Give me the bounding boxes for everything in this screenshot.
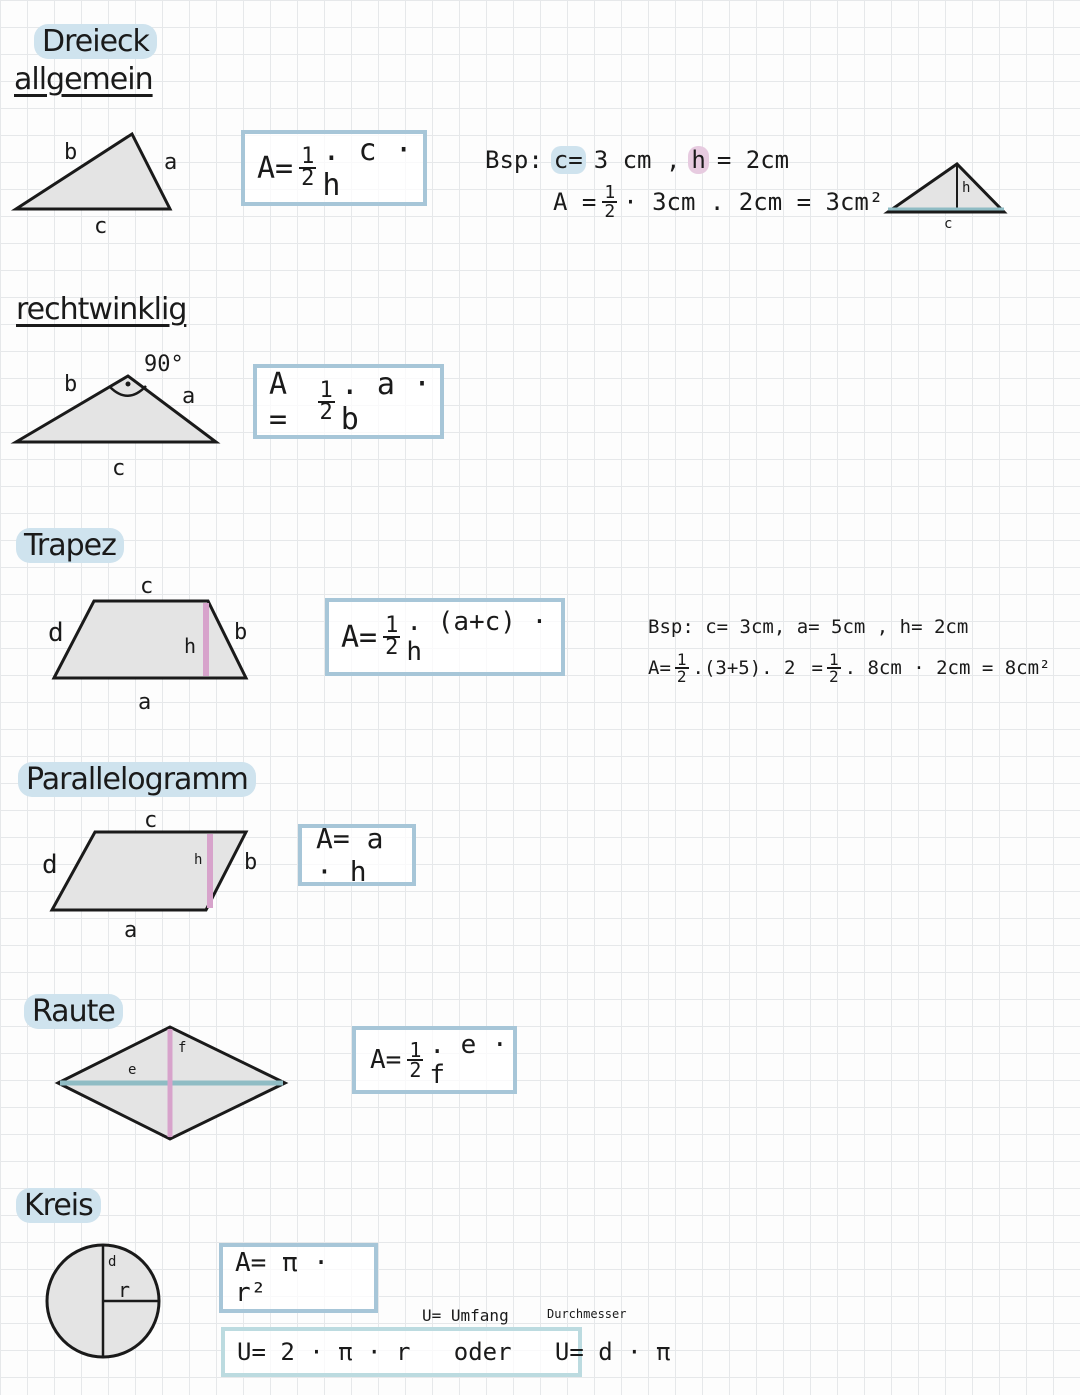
note-durchmesser: Durchmesser — [547, 1307, 627, 1321]
rechtwinklig-angle: 90° — [144, 352, 184, 377]
fraction-half — [675, 652, 689, 684]
fraction-numerator: 1 — [385, 613, 399, 638]
rechtwinklig-label-c: c — [112, 456, 126, 481]
fraction-half — [602, 184, 617, 220]
formula-box-trapez — [325, 598, 565, 676]
trapez-example-eq: = — [811, 657, 823, 679]
fraction-half — [383, 613, 400, 660]
fraction-numerator: 1 — [301, 144, 315, 169]
fraction-numerator: 1 — [828, 650, 839, 669]
formula-rhs: . (a+c) · h — [406, 607, 548, 667]
fraction-numerator: 1 — [676, 650, 687, 669]
parallelogramm-label-d: d — [42, 850, 58, 880]
trapez-example-lhs: A= — [648, 657, 671, 679]
raute-label-e: e — [128, 1062, 137, 1078]
fraction-half — [318, 377, 335, 425]
example-c: c= — [551, 146, 586, 174]
example-label: Bsp: — [485, 146, 543, 174]
example-triangle-shape — [888, 164, 1004, 212]
parallelogram-shape — [52, 832, 246, 910]
dreieck-example-line2 — [553, 184, 883, 220]
fraction-denominator: 2 — [319, 399, 333, 425]
formula-box-dreieck — [241, 130, 427, 206]
dreieck-label-a: a — [164, 150, 178, 175]
fraction-denominator: 2 — [385, 635, 399, 660]
right-angle-dot — [126, 382, 131, 387]
example-triangle-label-h: h — [962, 180, 971, 196]
fraction-numerator: 1 — [604, 182, 616, 203]
parallelogramm-label-b: b — [244, 850, 258, 875]
trapez-example-rhs: . 8cm · 2cm = 8cm² — [844, 657, 1051, 679]
trapez-label-b: b — [234, 620, 248, 645]
trapezoid-shape — [54, 601, 246, 678]
example-line2-rhs: · 3cm . 2cm = 3cm² — [623, 188, 884, 216]
kreis-label-r: r — [118, 1278, 131, 1302]
trapez-label-a: a — [138, 690, 152, 715]
formula-rhs: . a · b — [340, 366, 432, 437]
trapez-example-line1: Bsp: c= 3cm, a= 5cm , h= 2cm — [648, 616, 969, 638]
dreieck-example-line1 — [485, 146, 789, 174]
example-line2-lhs: A = — [553, 188, 597, 216]
fraction-half — [827, 652, 841, 684]
fraction-denominator: 2 — [604, 201, 616, 222]
fraction-denominator: 2 — [676, 667, 687, 686]
formula-lhs: A = — [269, 366, 288, 437]
trapez-example-mid: .(3+5). 2 — [692, 657, 796, 679]
formula-box-rechtwinklig — [253, 364, 444, 439]
fraction-numerator: 1 — [409, 1038, 422, 1062]
formula-text: A= π · r² — [235, 1248, 329, 1308]
formula-lhs: A= — [370, 1045, 402, 1075]
heading-raute: Raute — [24, 994, 123, 1029]
fraction-denominator: 2 — [409, 1058, 422, 1082]
triangle-general-shape — [16, 134, 170, 209]
rechtwinklig-label-b: b — [64, 372, 78, 397]
rechtwinklig-label-a: a — [182, 384, 196, 409]
formula-box-raute — [352, 1026, 517, 1094]
trapez-label-d: d — [48, 618, 64, 648]
example-h-value: = 2cm — [716, 146, 790, 174]
kreis-label-d: d — [108, 1254, 117, 1270]
note-umfang: U= Umfang — [422, 1306, 509, 1325]
dreieck-label-b: b — [64, 140, 78, 165]
heading-dreieck: Dreieck — [34, 24, 157, 59]
dreieck-label-c: c — [94, 214, 108, 239]
parallelogramm-label-c: c — [144, 808, 158, 833]
fraction-half — [299, 144, 316, 191]
example-c-value: 3 cm , — [593, 146, 681, 174]
parallelogramm-label-h: h — [194, 852, 203, 868]
fraction-half — [407, 1038, 423, 1082]
heading-trapez: Trapez — [16, 528, 124, 563]
heading-kreis: Kreis — [16, 1188, 101, 1223]
formula-text: A= a · h — [316, 822, 384, 888]
example-triangle-label-c: c — [944, 216, 953, 232]
formula-rhs: . c · h — [322, 133, 413, 203]
trapez-label-c: c — [140, 574, 154, 599]
formula-lhs: A= — [341, 619, 378, 655]
formula-rhs: . e · f — [429, 1030, 508, 1090]
parallelogramm-label-a: a — [124, 918, 138, 943]
raute-label-f: f — [178, 1040, 187, 1056]
fraction-denominator: 2 — [301, 166, 315, 191]
heading-parallelogramm: Parallelogramm — [18, 762, 256, 797]
trapez-label-h: h — [184, 634, 197, 658]
fraction-numerator: 1 — [319, 377, 333, 403]
fraction-denominator: 2 — [828, 667, 839, 686]
trapez-example-line2 — [648, 652, 1050, 684]
formula-lhs: A= — [257, 150, 294, 186]
formula-box-kreis-area — [219, 1243, 378, 1313]
heading-rechtwinklig: rechtwinklig — [16, 292, 187, 327]
subheading-allgemein: allgemein — [14, 62, 153, 97]
formula-box-kreis-umfang — [221, 1327, 671, 1377]
formula-box-parallelogramm — [298, 824, 416, 886]
example-h: h — [688, 146, 708, 174]
formula-text: U= 2 · π · r oder U= d · π — [237, 1338, 671, 1366]
